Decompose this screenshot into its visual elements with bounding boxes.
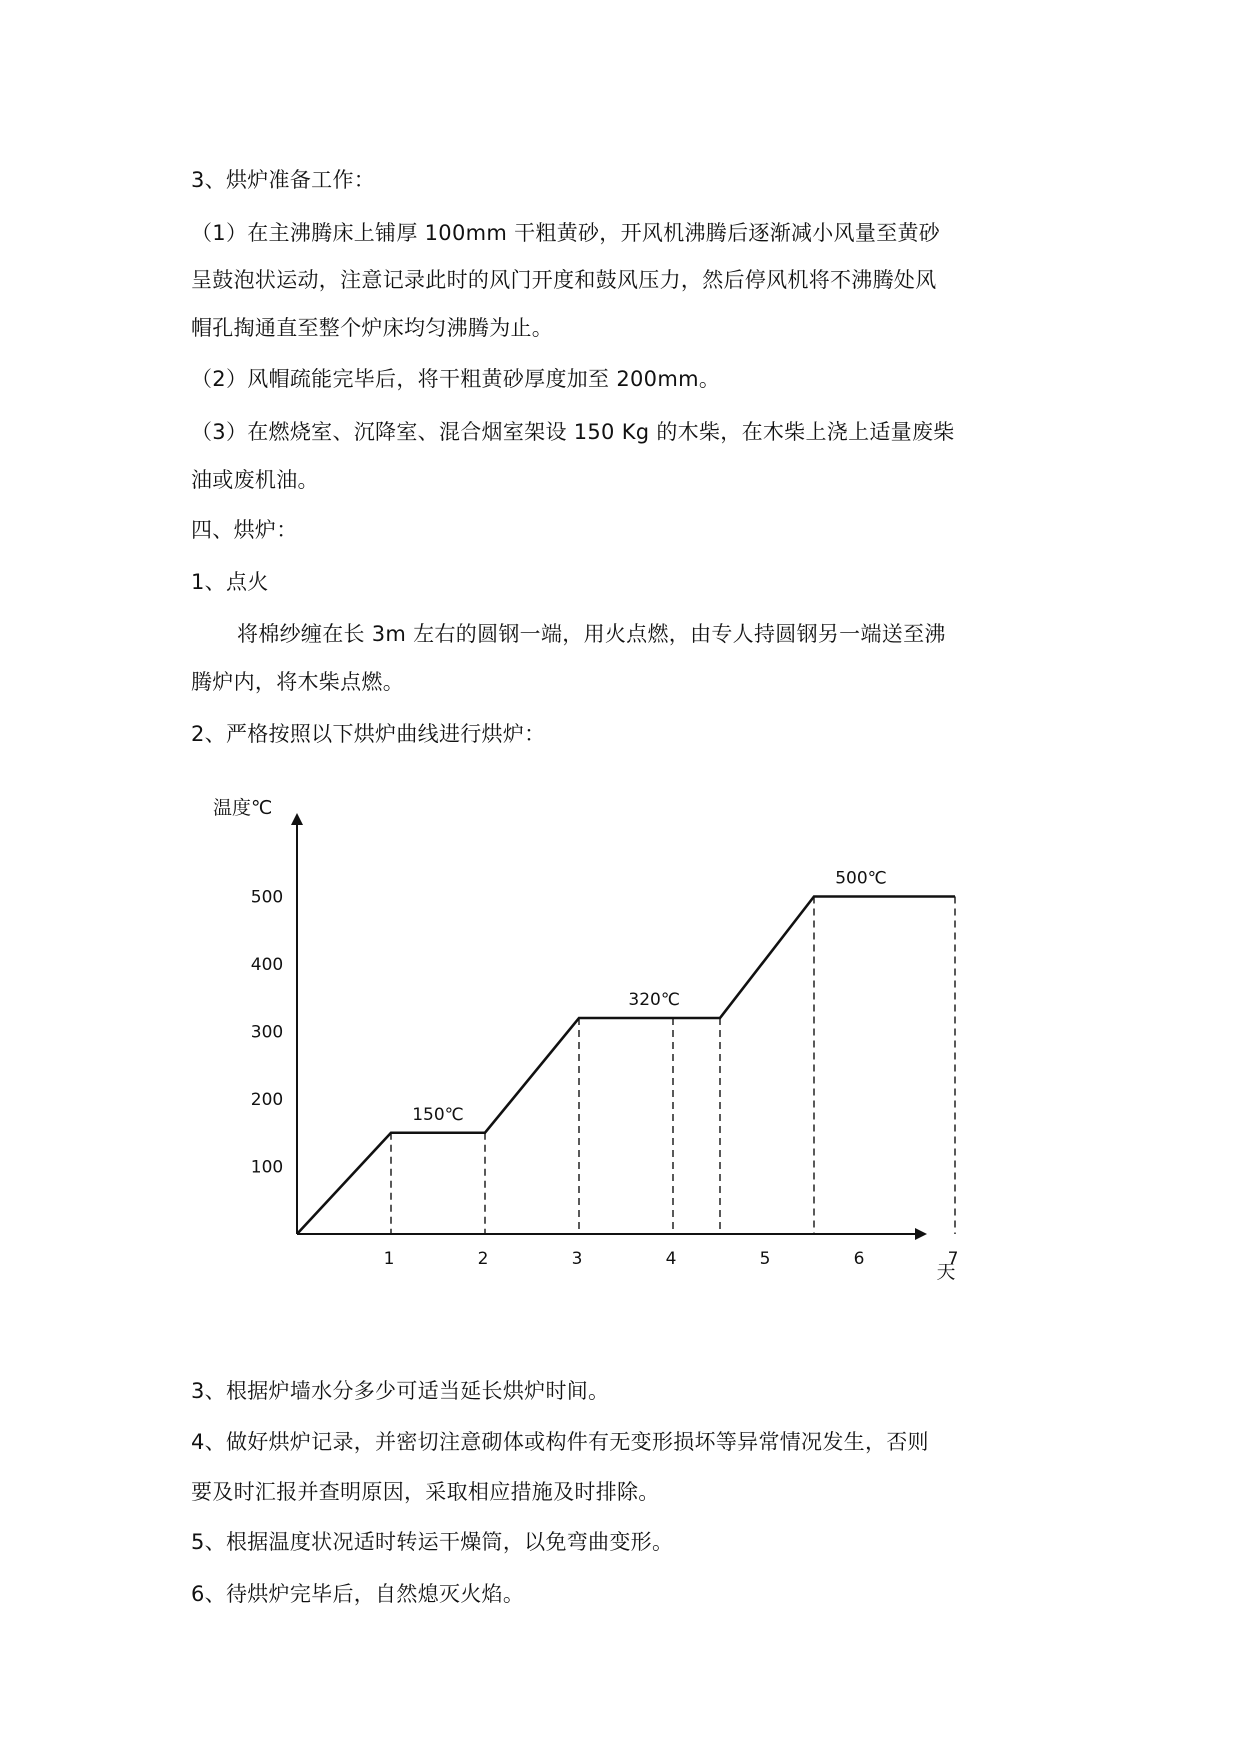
baking-curve-chart (180, 780, 1060, 1280)
paragraph-line: 4、做好烘炉记录，并密切注意砌体或构件有无变形损坏等异常情况发生，否则 (191, 1430, 929, 1454)
paragraph-line: 5、根据温度状况适时转运干燥筒，以免弯曲变形。 (191, 1530, 674, 1554)
y-tick-label: 500 (250, 887, 284, 908)
y-tick-label: 100 (250, 1157, 284, 1178)
x-tick-label: 3 (571, 1249, 583, 1269)
x-axis-label: 天 (936, 1261, 956, 1280)
paragraph-line: （1）在主沸腾床上铺厚 100mm 干粗黄砂，开风机沸腾后逐渐减小风量至黄砂 (191, 221, 941, 245)
paragraph-line: 帽孔掏通直至整个炉床均匀沸腾为止。 (191, 316, 554, 340)
subsection-heading: 2、严格按照以下烘炉曲线进行烘炉： (191, 722, 546, 746)
x-tick-label: 4 (665, 1249, 677, 1269)
paragraph-line: 6、待烘炉完毕后，自然熄灭火焰。 (191, 1582, 525, 1606)
x-tick-label: 1 (383, 1249, 395, 1269)
data-label: 320℃ (628, 990, 680, 1010)
y-tick-label: 300 (250, 1022, 284, 1043)
series-line (297, 897, 955, 1235)
y-axis-arrow-icon (291, 813, 303, 825)
paragraph-line: 将棉纱缠在长 3m 左右的圆钢一端，用火点燃，由专人持圆钢另一端送至沸 (237, 622, 946, 646)
x-tick-label: 2 (477, 1249, 489, 1269)
x-axis-arrow-icon (915, 1228, 927, 1240)
paragraph-line: 要及时汇报并查明原因，采取相应措施及时排除。 (191, 1480, 660, 1504)
data-label: 500℃ (835, 868, 887, 889)
x-tick-label: 5 (759, 1249, 771, 1269)
paragraph-line: 腾炉内，将木柴点燃。 (191, 670, 404, 694)
y-axis-label: 温度℃ (213, 797, 273, 819)
data-label: 150℃ (412, 1104, 464, 1125)
paragraph-line: 呈鼓泡状运动，注意记录此时的风门开度和鼓风压力，然后停风机将不沸腾处风 (191, 268, 937, 292)
subsection-heading: 1、点火 (191, 570, 269, 594)
y-tick-label: 400 (250, 955, 284, 975)
x-tick-label: 6 (853, 1249, 865, 1269)
paragraph-line: （2）风帽疏能完毕后，将干粗黄砂厚度加至 200mm。 (191, 367, 721, 391)
paragraph-line: 3、根据炉墙水分多少可适当延长烘炉时间。 (191, 1379, 610, 1403)
paragraph-line: 油或废机油。 (191, 468, 319, 492)
y-tick-label: 200 (250, 1090, 284, 1110)
section-heading: 3、烘炉准备工作： (191, 168, 376, 192)
paragraph-line: （3）在燃烧室、沉降室、混合烟室架设 150 Kg 的木柴，在木柴上浇上适量废柴 (191, 420, 955, 444)
section-heading: 四、烘炉： (191, 518, 298, 542)
x-tick-label: 7 (947, 1249, 959, 1269)
